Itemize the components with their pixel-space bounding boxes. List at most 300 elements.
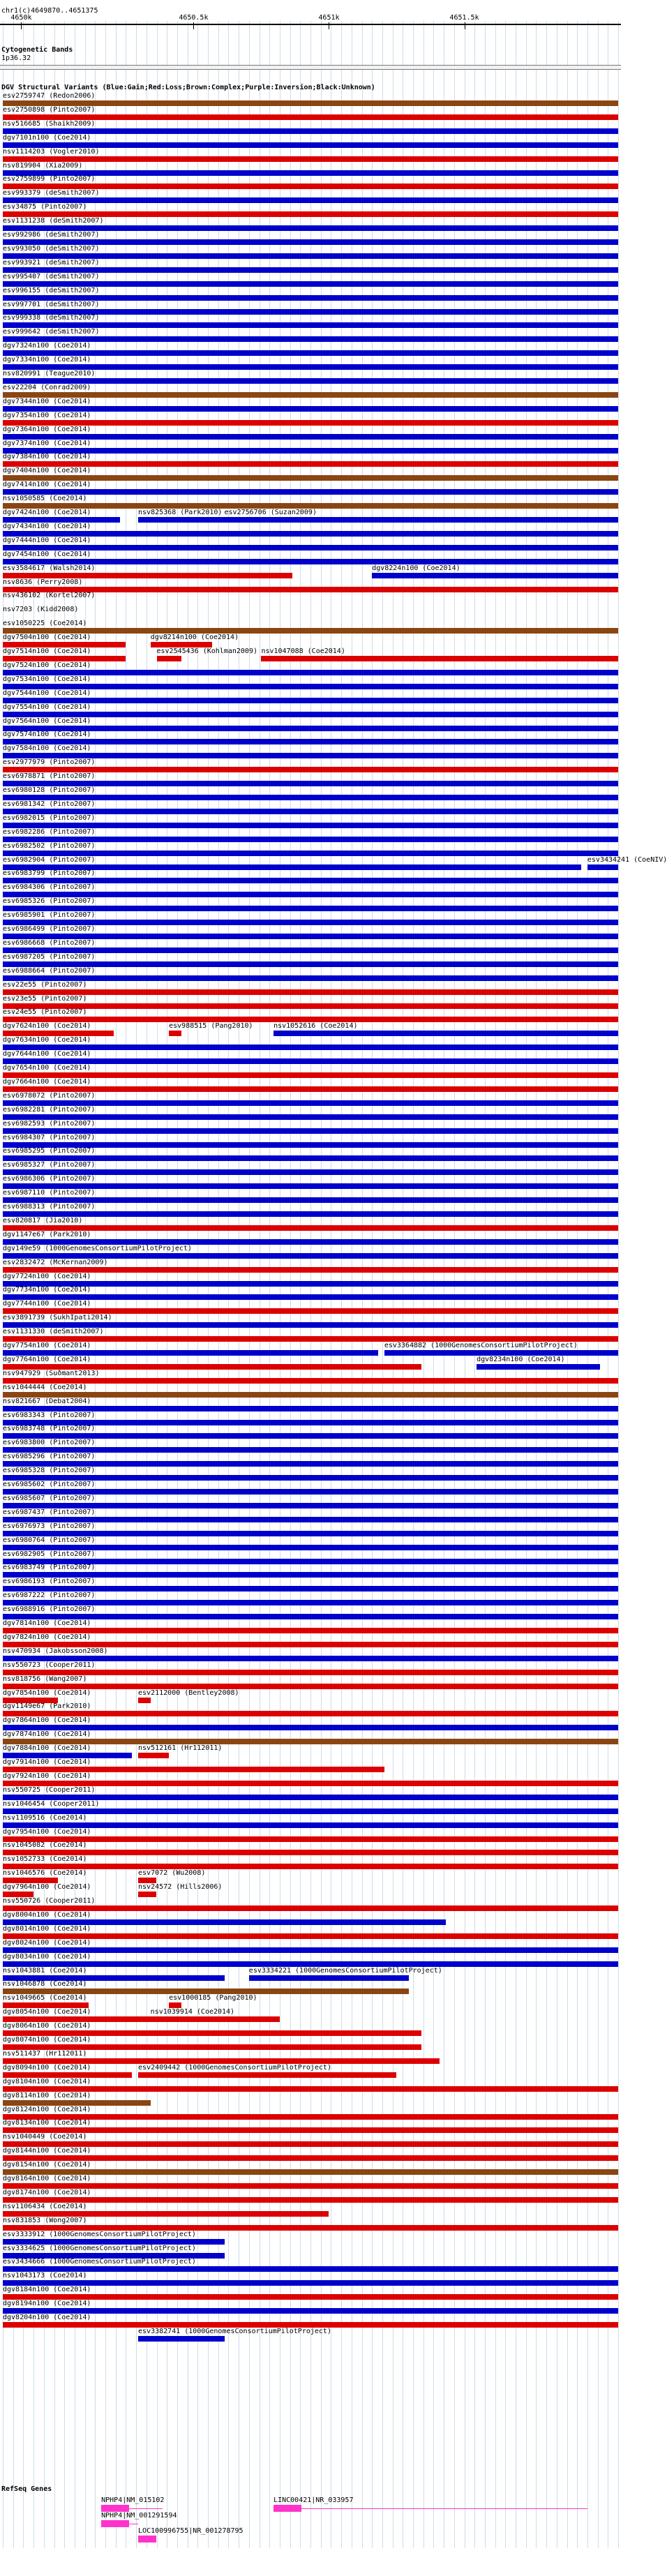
sv-bar-gain[interactable] [3, 295, 618, 301]
cytoband-ideogram[interactable] [0, 65, 621, 70]
sv-bar-gain[interactable] [3, 1253, 618, 1259]
sv-label[interactable]: dgv8204n100 (Coe2014) [3, 2314, 91, 2321]
sv-bar-gain[interactable] [3, 739, 618, 744]
sv-label[interactable]: dgv7754n100 (Coe2014) [3, 1342, 91, 1349]
sv-label[interactable]: dgv8174n100 (Coe2014) [3, 2188, 91, 2196]
sv-bar-gain[interactable] [3, 1100, 618, 1106]
sv-bar-gain[interactable] [3, 489, 618, 495]
sv-label[interactable]: esv23e55 (Pinto2007) [3, 994, 87, 1003]
sv-bar-gain[interactable] [3, 378, 618, 384]
sv-bar-gain[interactable] [3, 1809, 618, 1814]
sv-label[interactable]: nsv1114203 (Vogler2010) [3, 147, 100, 156]
sv-bar-loss[interactable] [3, 989, 618, 995]
sv-bar-gain[interactable] [3, 225, 618, 231]
sv-label[interactable]: dgv7564n100 (Coe2014) [3, 717, 91, 725]
sv-bar-complex[interactable] [3, 2169, 618, 2175]
gene-label[interactable]: LINC00421|NR_033957 [273, 2496, 354, 2504]
sv-bar-loss[interactable] [3, 1864, 618, 1869]
sv-label[interactable]: esv6976973 (Pinto2007) [3, 1522, 96, 1530]
sv-label[interactable]: esv1050225 (Coe2014) [3, 620, 87, 628]
sv-label[interactable]: esv6982905 (Pinto2007) [3, 1550, 96, 1558]
sv-label[interactable]: nsv1043173 (Coe2014) [3, 2272, 87, 2280]
sv-label[interactable]: esv6978072 (Pinto2007) [3, 1091, 96, 1100]
sv-label[interactable]: esv2759747 (Redon2006) [3, 92, 96, 100]
sv-bar-loss[interactable] [3, 2044, 421, 2050]
sv-label[interactable]: esv2832472 (McKernan2009) [3, 1258, 108, 1266]
sv-bar-loss[interactable] [3, 2294, 618, 2300]
sv-bar-complex[interactable] [3, 1392, 618, 1398]
sv-label[interactable]: dgv7554n100 (Coe2014) [3, 703, 91, 711]
sv-bar-gain[interactable] [3, 1350, 378, 1356]
sv-bar-gain[interactable] [225, 517, 618, 523]
sv-label[interactable]: esv3333912 (1000GenomesConsortiumPilotProject) [3, 2230, 196, 2238]
sv-label[interactable]: esv6980764 (Pinto2007) [3, 1536, 96, 1544]
sv-label[interactable]: dgv7404n100 (Coe2014) [3, 467, 91, 475]
sv-bar-gain[interactable] [3, 1420, 618, 1425]
sv-bar-loss[interactable] [3, 2211, 329, 2217]
sv-label[interactable]: nsv1039914 (Coe2014) [150, 2008, 235, 2016]
sv-bar-loss[interactable] [3, 1711, 618, 1716]
sv-bar-loss[interactable] [138, 1698, 151, 1703]
sv-bar-gain[interactable] [3, 434, 618, 440]
sv-label[interactable]: dgv8224n100 (Coe2014) [372, 564, 460, 572]
sv-bar-loss[interactable] [3, 642, 126, 647]
sv-label[interactable]: esv6985607 (Pinto2007) [3, 1494, 96, 1502]
sv-bar-complex[interactable] [3, 100, 618, 106]
sv-bar-loss[interactable] [3, 1225, 618, 1231]
sv-label[interactable]: esv22204 (Conrad2009) [3, 383, 91, 391]
sv-label[interactable]: dgv8134n100 (Coe2014) [3, 2119, 91, 2127]
sv-bar-gain[interactable] [3, 698, 618, 703]
sv-label[interactable]: dgv8104n100 (Coe2014) [3, 2077, 91, 2085]
sv-label[interactable]: dgv7454n100 (Coe2014) [3, 550, 91, 558]
sv-bar-gain[interactable] [3, 1211, 618, 1217]
sv-bar-loss[interactable] [3, 1684, 618, 1689]
sv-bar-loss[interactable] [3, 2002, 89, 2008]
sv-label[interactable]: nsv1046878 (Coe2014) [3, 1980, 87, 1989]
sv-label[interactable]: dgv8124n100 (Coe2014) [3, 2105, 91, 2113]
sv-label[interactable]: esv6981342 (Pinto2007) [3, 800, 96, 808]
sv-bar-gain[interactable] [3, 1155, 618, 1161]
sv-bar-gain[interactable] [3, 1656, 618, 1661]
sv-bar-gain[interactable] [3, 1961, 618, 1967]
sv-bar-loss[interactable] [3, 1781, 618, 1786]
sv-label[interactable]: esv999642 (deSmith2007) [3, 328, 100, 336]
sv-label[interactable]: esv6986193 (Pinto2007) [3, 1578, 96, 1586]
sv-label[interactable]: dgv7954n100 (Coe2014) [3, 1827, 91, 1836]
sv-bar-loss[interactable] [157, 656, 181, 661]
sv-label[interactable]: esv6984306 (Pinto2007) [3, 883, 96, 892]
sv-bar-gain[interactable] [3, 1600, 618, 1605]
sv-bar-loss[interactable] [3, 1072, 618, 1078]
sv-label[interactable]: nsv1106434 (Coe2014) [3, 2202, 87, 2210]
sv-label[interactable]: esv6985295 (Pinto2007) [3, 1147, 96, 1155]
sv-label[interactable]: dgv7574n100 (Coe2014) [3, 731, 91, 739]
sv-label[interactable]: dgv8064n100 (Coe2014) [3, 2022, 91, 2030]
sv-label[interactable]: esv6983800 (Pinto2007) [3, 1439, 96, 1447]
sv-label[interactable]: esv6983748 (Pinto2007) [3, 1425, 96, 1433]
sv-bar-gain[interactable] [3, 1517, 618, 1522]
sv-bar-gain[interactable] [3, 906, 618, 911]
sv-label[interactable]: dgv7504n100 (Coe2014) [3, 634, 91, 642]
sv-bar-loss[interactable] [3, 2155, 618, 2161]
sv-bar-gain[interactable] [3, 545, 618, 551]
sv-label[interactable]: nsv825368 (Park2010) [138, 509, 223, 516]
sv-label[interactable]: dgv8004n100 (Coe2014) [3, 1910, 91, 1919]
sv-bar-gain[interactable] [3, 531, 618, 537]
sv-bar-gain[interactable] [3, 795, 618, 800]
sv-bar-gain[interactable] [3, 1197, 618, 1203]
sv-label[interactable]: dgv8094n100 (Coe2014) [3, 2063, 91, 2072]
sv-label[interactable]: esv993379 (deSmith2007) [3, 189, 100, 197]
sv-label[interactable]: esv6982015 (Pinto2007) [3, 814, 96, 822]
sv-label[interactable]: esv6982593 (Pinto2007) [3, 1119, 96, 1128]
sv-label[interactable]: esv3434241 (CoeNIV) [587, 855, 667, 864]
sv-bar-gain[interactable] [3, 726, 618, 731]
sv-bar-gain[interactable] [3, 253, 618, 259]
sv-label[interactable]: dgv7384n100 (Coe2014) [3, 453, 91, 461]
sv-bar-loss[interactable] [3, 1364, 421, 1370]
sv-label[interactable]: dgv1147e67 (Park2010) [3, 1230, 91, 1238]
sv-label[interactable]: esv6988313 (Pinto2007) [3, 1203, 96, 1211]
sv-label[interactable]: nsv516685 (Shaikh2009) [3, 119, 96, 128]
sv-label[interactable]: dgv7414n100 (Coe2014) [3, 481, 91, 489]
sv-label[interactable]: esv24e55 (Pinto2007) [3, 1008, 87, 1017]
sv-label[interactable]: dgv7584n100 (Coe2014) [3, 744, 91, 753]
sv-label[interactable]: esv1000185 (Pang2010) [169, 1994, 257, 2002]
sv-bar-loss[interactable] [3, 1670, 618, 1675]
sv-bar-gain[interactable] [3, 336, 618, 342]
sv-label[interactable]: esv2750898 (Pinto2007) [3, 105, 96, 114]
sv-bar-loss[interactable] [3, 1892, 33, 1897]
sv-label[interactable]: esv995407 (deSmith2007) [3, 272, 100, 280]
sv-label[interactable]: nsv820991 (Teague2010) [3, 370, 96, 377]
sv-label[interactable]: esv3334625 (1000GenomesConsortiumPilotProject) [3, 2244, 196, 2252]
sv-bar-gain[interactable] [3, 961, 618, 967]
sv-label[interactable]: esv6983799 (Pinto2007) [3, 869, 96, 878]
sv-bar-loss[interactable] [138, 1878, 156, 1883]
sv-bar-gain[interactable] [3, 239, 618, 245]
sv-label[interactable]: nsv821667 (Debat2004) [3, 1397, 91, 1405]
sv-label[interactable]: nsv550725 (Cooper2011) [3, 1785, 96, 1794]
sv-bar-gain[interactable] [3, 1614, 618, 1619]
sv-bar-gain[interactable] [3, 1322, 618, 1328]
sv-label[interactable]: esv2759899 (Pinto2007) [3, 175, 96, 184]
sv-label[interactable]: dgv8074n100 (Coe2014) [3, 2036, 91, 2044]
sv-label[interactable]: nsv818756 (Wang2007) [3, 1675, 87, 1683]
sv-label[interactable]: esv6982286 (Pinto2007) [3, 828, 96, 836]
sv-bar-gain[interactable] [3, 267, 618, 273]
sv-bar-gain[interactable] [3, 781, 618, 786]
sv-bar-gain[interactable] [3, 975, 618, 981]
sv-bar-gain[interactable] [138, 517, 224, 523]
sv-label[interactable]: nsv831853 (Wong2007) [3, 2216, 87, 2224]
sv-label[interactable]: esv6982904 (Pinto2007) [3, 855, 96, 864]
sv-label[interactable]: nsv1052616 (Coe2014) [273, 1022, 358, 1031]
sv-bar-gain[interactable] [3, 1406, 618, 1411]
sv-label[interactable]: dgv8184n100 (Coe2014) [3, 2286, 91, 2294]
sv-bar-gain[interactable] [249, 1975, 409, 1981]
coordinate-ruler[interactable] [0, 7, 621, 25]
sv-label[interactable]: esv993921 (deSmith2007) [3, 258, 100, 267]
sv-bar-gain[interactable] [3, 1114, 618, 1120]
sv-bar-loss[interactable] [3, 1850, 618, 1855]
sv-label[interactable]: nsv947929 (Suðmant2013) [3, 1369, 100, 1377]
sv-label[interactable]: dgv7854n100 (Coe2014) [3, 1688, 91, 1697]
sv-bar-gain[interactable] [3, 1433, 618, 1439]
sv-bar-loss[interactable] [3, 2030, 421, 2036]
sv-label[interactable]: nsv1052733 (Coe2014) [3, 1855, 87, 1864]
sv-bar-complex[interactable] [3, 475, 618, 481]
sv-label[interactable]: dgv8194n100 (Coe2014) [3, 2300, 91, 2308]
sv-label[interactable]: dgv7824n100 (Coe2014) [3, 1633, 91, 1641]
sv-bar-loss[interactable] [3, 1086, 618, 1092]
sv-bar-loss[interactable] [169, 1031, 181, 1036]
sv-bar-gain[interactable] [3, 670, 618, 675]
sv-label[interactable]: esv1131238 (deSmith2007) [3, 217, 104, 225]
sv-bar-gain[interactable] [3, 1294, 618, 1300]
sv-bar-loss[interactable] [3, 211, 618, 217]
sv-label[interactable]: nsv8636 (Perry2008) [3, 578, 83, 586]
sv-bar-gain[interactable] [138, 2336, 224, 2342]
sv-label[interactable]: esv6980128 (Pinto2007) [3, 786, 96, 794]
sv-bar-gain[interactable] [3, 1239, 618, 1245]
sv-bar-gain[interactable] [384, 1350, 618, 1356]
sv-bar-gain[interactable] [3, 864, 581, 870]
sv-bar-loss[interactable] [3, 156, 618, 162]
sv-bar-gain[interactable] [3, 559, 618, 564]
sv-label[interactable]: esv997701 (deSmith2007) [3, 300, 100, 308]
sv-label[interactable]: dgv8154n100 (Coe2014) [3, 2161, 91, 2169]
sv-label[interactable]: dgv8014n100 (Coe2014) [3, 1924, 91, 1933]
sv-bar-loss[interactable] [3, 2141, 618, 2147]
gene-exon[interactable] [138, 2536, 156, 2543]
sv-bar-gain[interactable] [3, 753, 618, 758]
sv-bar-loss[interactable] [3, 2183, 618, 2189]
sv-bar-gain[interactable] [3, 309, 618, 315]
sv-bar-gain[interactable] [3, 364, 618, 370]
sv-label[interactable]: esv6986306 (Pinto2007) [3, 1175, 96, 1183]
sv-label[interactable]: nsv1043881 (Coe2014) [3, 1966, 87, 1975]
gene-label[interactable]: NPHP4|NM_001291594 [101, 2512, 177, 2519]
sv-label[interactable]: nsv550723 (Cooper2011) [3, 1661, 96, 1669]
sv-label[interactable]: esv6982502 (Pinto2007) [3, 841, 96, 850]
sv-label[interactable]: esv6987110 (Pinto2007) [3, 1189, 96, 1197]
sv-bar-loss[interactable] [3, 1836, 618, 1842]
sv-label[interactable]: dgv8034n100 (Coe2014) [3, 1952, 91, 1961]
sv-label[interactable]: dgv7344n100 (Coe2014) [3, 397, 91, 405]
sv-label[interactable]: esv6987437 (Pinto2007) [3, 1508, 96, 1516]
sv-label[interactable]: dgv7764n100 (Coe2014) [3, 1355, 91, 1363]
sv-bar-gain[interactable] [3, 350, 618, 356]
sv-bar-loss[interactable] [3, 1308, 618, 1314]
sv-bar-gain[interactable] [3, 2308, 618, 2314]
sv-bar-gain[interactable] [3, 878, 618, 883]
sv-bar-gain[interactable] [3, 1947, 618, 1953]
sv-bar-loss[interactable] [151, 642, 212, 647]
sv-label[interactable]: dgv7724n100 (Coe2014) [3, 1272, 91, 1280]
gene-exon[interactable] [101, 2520, 129, 2527]
sv-bar-gain[interactable] [3, 448, 618, 454]
sv-label[interactable]: dgv7434n100 (Coe2014) [3, 522, 91, 530]
sv-bar-gain[interactable] [3, 197, 618, 203]
sv-label[interactable]: dgv7424n100 (Coe2014) [3, 509, 91, 516]
sv-label[interactable]: esv2545436 (Kohlman2009) [156, 647, 257, 655]
sv-bar-loss[interactable] [138, 1892, 156, 1897]
sv-label[interactable]: dgv7644n100 (Coe2014) [3, 1050, 91, 1058]
sv-bar-gain[interactable] [3, 1919, 446, 1925]
sv-bar-loss[interactable] [3, 2072, 132, 2078]
sv-label[interactable]: esv820817 (Jia2010) [3, 1216, 83, 1225]
sv-bar-loss[interactable] [169, 2002, 181, 2008]
sv-bar-gain[interactable] [3, 1975, 225, 1981]
sv-label[interactable]: nsv24572 (Hills2006) [138, 1883, 223, 1892]
gene-label[interactable]: NPHP4|NM_015102 [101, 2496, 165, 2504]
sv-bar-complex[interactable] [3, 503, 618, 509]
sv-label[interactable]: dgv7364n100 (Coe2014) [3, 425, 91, 433]
sv-bar-gain[interactable] [3, 1281, 618, 1287]
sv-bar-loss[interactable] [3, 1767, 384, 1772]
sv-label[interactable]: esv993050 (deSmith2007) [3, 244, 100, 253]
sv-label[interactable]: esv6985326 (Pinto2007) [3, 897, 96, 906]
sv-label[interactable]: dgv7864n100 (Coe2014) [3, 1716, 91, 1725]
sv-bar-gain[interactable] [3, 823, 618, 828]
sv-label[interactable]: nsv511437 (Hr112011) [3, 2049, 87, 2058]
sv-bar-loss[interactable] [151, 2016, 280, 2022]
sv-label[interactable]: nsv512161 (Hr112011) [138, 1744, 223, 1753]
sv-bar-gain[interactable] [3, 2280, 618, 2286]
sv-label[interactable]: esv999338 (deSmith2007) [3, 314, 100, 322]
sv-bar-loss[interactable] [3, 573, 292, 578]
sv-bar-loss[interactable] [3, 420, 618, 426]
sv-bar-loss[interactable] [3, 1017, 618, 1022]
sv-bar-complex[interactable] [3, 1739, 618, 1744]
sv-label[interactable]: nsv1109516 (Coe2014) [3, 1813, 87, 1822]
sv-label[interactable]: esv6982281 (Pinto2007) [3, 1105, 96, 1114]
sv-bar-gain[interactable] [3, 1572, 618, 1578]
sv-label[interactable]: nsv1049665 (Coe2014) [3, 1994, 87, 2002]
gene-exon[interactable] [273, 2505, 301, 2512]
sv-label[interactable]: dgv7624n100 (Coe2014) [3, 1022, 91, 1031]
sv-bar-gain[interactable] [3, 1531, 618, 1536]
sv-bar-gain[interactable] [3, 948, 618, 953]
sv-label[interactable]: nsv470934 (Jakobsson2008) [3, 1647, 108, 1655]
sv-label[interactable]: dgv8234n100 (Coe2014) [477, 1355, 565, 1363]
sv-label[interactable]: esv3382741 (1000GenomesConsortiumPilotProject) [138, 2327, 331, 2335]
sv-label[interactable]: esv6978871 (Pinto2007) [3, 772, 96, 781]
sv-label[interactable]: esv988515 (Pang2010) [169, 1022, 253, 1031]
sv-bar-loss[interactable] [3, 1933, 618, 1939]
sv-label[interactable]: dgv7874n100 (Coe2014) [3, 1730, 91, 1739]
sv-label[interactable]: esv34875 (Pinto2007) [3, 203, 87, 211]
sv-label[interactable]: esv3584617 (Walsh2014) [3, 564, 96, 572]
sv-label[interactable]: nsv1047088 (Coe2014) [261, 647, 345, 655]
sv-label[interactable]: esv992986 (deSmith2007) [3, 231, 100, 239]
sv-bar-gain[interactable] [3, 712, 618, 717]
sv-bar-gain[interactable] [3, 1447, 618, 1453]
sv-bar-loss[interactable] [3, 2058, 440, 2064]
sv-label[interactable]: dgv7924n100 (Coe2014) [3, 1772, 91, 1780]
sv-bar-gain[interactable] [3, 892, 618, 897]
sv-bar-loss[interactable] [3, 1878, 58, 1883]
sv-bar-gain[interactable] [3, 142, 618, 148]
sv-bar-gain[interactable] [3, 1503, 618, 1508]
sv-label[interactable]: esv6986499 (Pinto2007) [3, 925, 96, 933]
sv-label[interactable]: dgv7814n100 (Coe2014) [3, 1619, 91, 1627]
sv-bar-gain[interactable] [3, 934, 618, 939]
sv-bar-gain[interactable] [3, 1183, 618, 1189]
sv-label[interactable]: esv6985901 (Pinto2007) [3, 911, 96, 920]
sv-bar-gain[interactable] [273, 1031, 618, 1036]
sv-label[interactable]: nsv1050585 (Coe2014) [3, 495, 87, 503]
sv-label[interactable]: esv6988664 (Pinto2007) [3, 966, 96, 975]
sv-bar-gain[interactable] [3, 406, 618, 412]
sv-bar-loss[interactable] [3, 184, 618, 189]
sv-bar-loss[interactable] [3, 461, 618, 467]
sv-label[interactable]: dgv7654n100 (Coe2014) [3, 1064, 91, 1072]
sv-label[interactable]: dgv7324n100 (Coe2014) [3, 342, 91, 350]
sv-label[interactable]: dgv149e59 (1000GenomesConsortiumPilotProject) [3, 1244, 192, 1252]
sv-label[interactable]: nsv1044444 (Coe2014) [3, 1383, 87, 1391]
sv-label[interactable]: esv6985602 (Pinto2007) [3, 1481, 96, 1488]
sv-bar-loss[interactable] [3, 767, 618, 772]
sv-bar-loss[interactable] [3, 1698, 58, 1703]
sv-bar-complex[interactable] [3, 628, 618, 634]
sv-bar-gain[interactable] [3, 920, 618, 925]
sv-label[interactable]: dgv7664n100 (Coe2014) [3, 1077, 91, 1086]
sv-label[interactable]: dgv8114n100 (Coe2014) [3, 2091, 91, 2099]
sv-label[interactable]: esv996155 (deSmith2007) [3, 286, 100, 294]
sv-bar-loss[interactable] [3, 587, 618, 592]
sv-bar-gain[interactable] [3, 1559, 618, 1564]
sv-bar-loss[interactable] [3, 114, 618, 120]
sv-bar-loss[interactable] [3, 2016, 151, 2022]
sv-label[interactable]: esv7072 (Wu2008) [138, 1869, 206, 1878]
sv-bar-loss[interactable] [3, 2225, 618, 2231]
sv-label[interactable]: dgv7964n100 (Coe2014) [3, 1883, 91, 1892]
sv-label[interactable]: nsv550726 (Cooper2011) [3, 1897, 96, 1905]
sv-bar-loss[interactable] [3, 1905, 618, 1911]
sv-label[interactable]: esv3891739 (SukhIpati2014) [3, 1314, 112, 1322]
sv-label[interactable]: nsv436102 (Kortel2007) [3, 592, 96, 600]
sv-label[interactable]: esv3434666 (1000GenomesConsortiumPilotProject) [3, 2258, 196, 2266]
sv-label[interactable]: dgv7634n100 (Coe2014) [3, 1036, 91, 1044]
sv-bar-gain[interactable] [3, 1753, 132, 1758]
gene-label[interactable]: LOC100996755|NR_001278795 [138, 2527, 243, 2535]
sv-bar-gain[interactable] [3, 170, 618, 176]
sv-bar-gain[interactable] [3, 2239, 225, 2245]
sv-bar-loss[interactable] [138, 1753, 169, 1758]
sv-bar-gain[interactable] [3, 1475, 618, 1481]
sv-label[interactable]: dgv1149e67 (Park2010) [3, 1702, 91, 1711]
sv-bar-loss[interactable] [261, 656, 618, 661]
sv-label[interactable]: dgv7524n100 (Coe2014) [3, 661, 91, 669]
sv-bar-gain[interactable] [3, 1058, 618, 1064]
sv-label[interactable]: esv6985327 (Pinto2007) [3, 1161, 96, 1169]
sv-bar-loss[interactable] [138, 2072, 396, 2078]
sv-label[interactable]: dgv7534n100 (Coe2014) [3, 675, 91, 683]
sv-bar-loss[interactable] [3, 2114, 618, 2120]
sv-label[interactable]: nsv819904 (Xia2009) [3, 161, 83, 170]
sv-bar-gain[interactable] [587, 864, 618, 870]
sv-bar-loss[interactable] [3, 2322, 618, 2328]
sv-bar-gain[interactable] [3, 1545, 618, 1550]
sv-bar-loss[interactable] [3, 1267, 618, 1273]
sv-bar-gain[interactable] [3, 1044, 618, 1050]
sv-bar-gain[interactable] [3, 851, 618, 856]
sv-bar-gain[interactable] [3, 1795, 618, 1800]
sv-bar-loss[interactable] [3, 2197, 618, 2203]
